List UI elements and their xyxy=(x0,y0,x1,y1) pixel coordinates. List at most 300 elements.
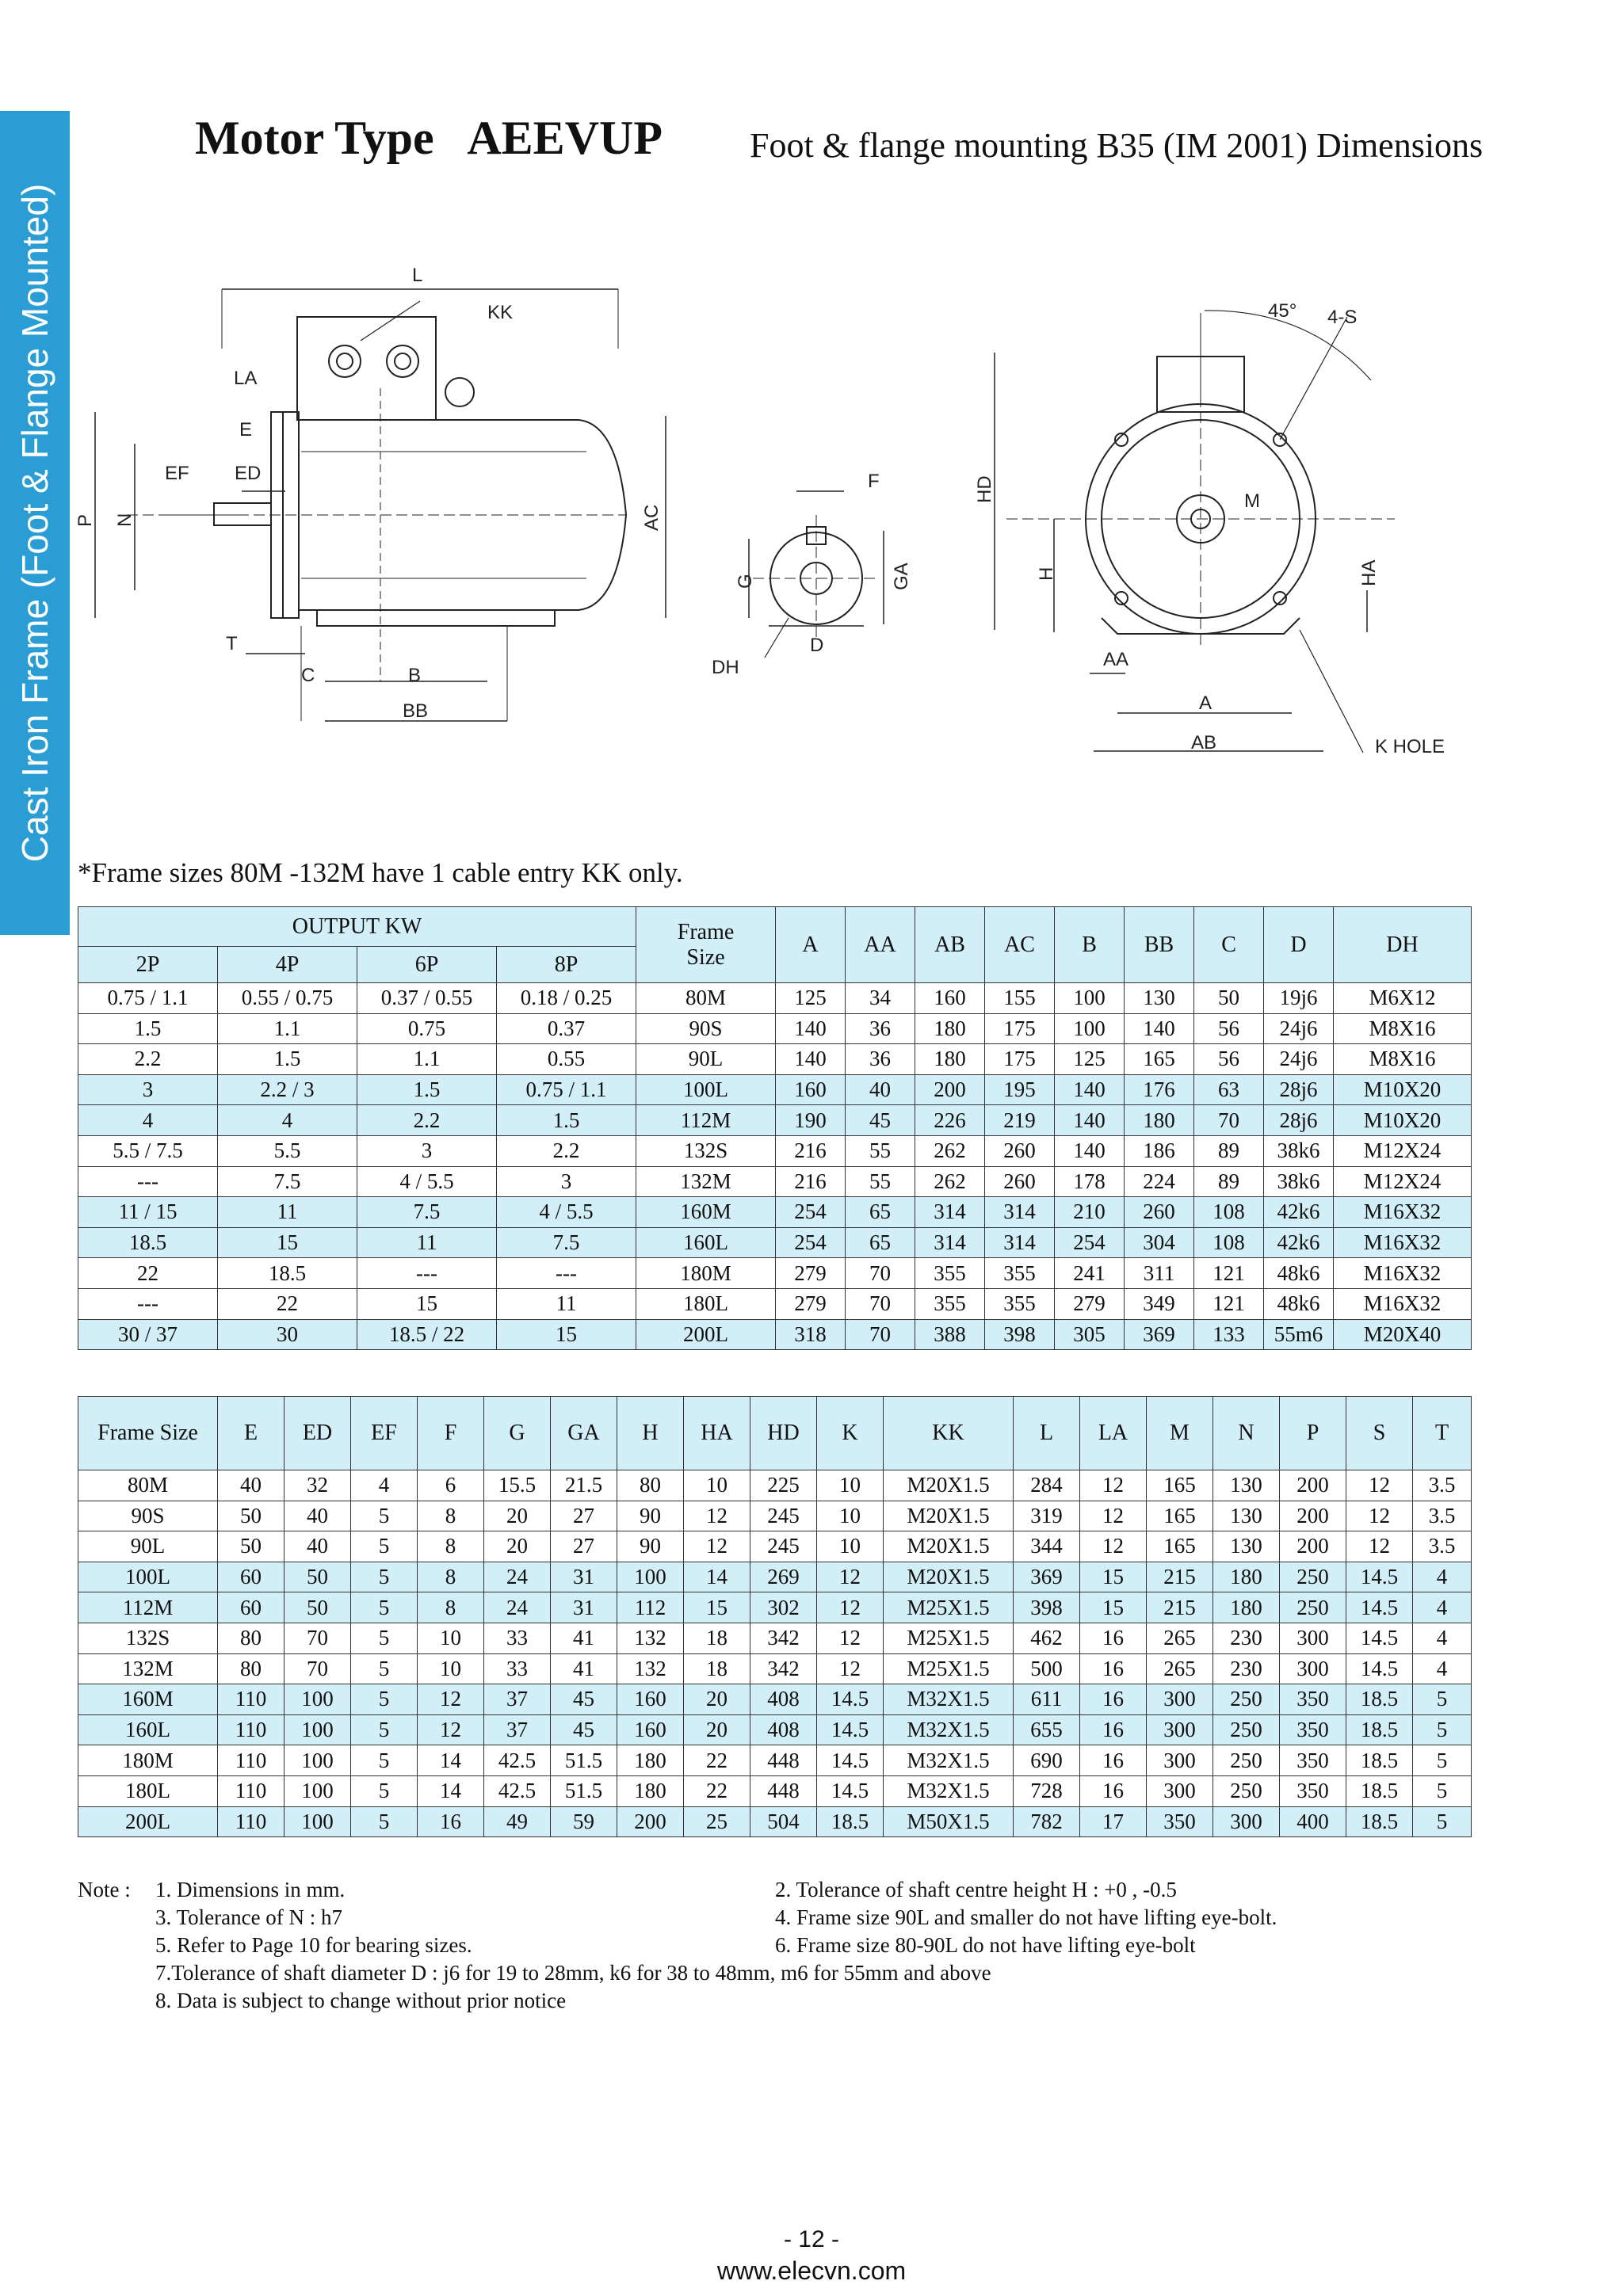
table-cell: 284 xyxy=(1014,1470,1080,1501)
column-header: DH xyxy=(1334,907,1472,983)
svg-text:T: T xyxy=(226,633,238,654)
table-cell: 12 xyxy=(817,1653,884,1684)
table-cell: 3 xyxy=(497,1166,636,1197)
table-row xyxy=(78,1227,1472,1258)
table-cell: 110 xyxy=(218,1745,285,1776)
table-cell: 175 xyxy=(985,1044,1055,1075)
table-cell: 31 xyxy=(551,1592,617,1623)
table-cell: 140 xyxy=(1055,1135,1125,1166)
table-cell: M20X40 xyxy=(1334,1319,1472,1350)
table-cell: 300 xyxy=(1280,1623,1346,1653)
table-cell: 18.5 xyxy=(1346,1684,1413,1715)
table-cell: 50 xyxy=(1194,983,1264,1014)
table-cell: 125 xyxy=(1055,1044,1125,1075)
table-cell: 300 xyxy=(1147,1714,1213,1745)
table-cell: 110 xyxy=(218,1714,285,1745)
table-cell: 408 xyxy=(750,1684,817,1715)
table-cell: 14.5 xyxy=(817,1684,884,1715)
table-cell: M32X1.5 xyxy=(884,1775,1014,1806)
table-cell: 311 xyxy=(1125,1258,1194,1289)
table-cell: 70 xyxy=(846,1288,915,1319)
svg-text:ED: ED xyxy=(235,463,262,484)
table-cell: 1.5 xyxy=(357,1074,497,1105)
svg-text:K HOLE: K HOLE xyxy=(1375,736,1445,757)
table-cell: 180 xyxy=(617,1745,684,1776)
table-cell: 0.75 / 1.1 xyxy=(497,1074,636,1105)
table-cell: 59 xyxy=(551,1806,617,1837)
table-cell: 215 xyxy=(1147,1592,1213,1623)
table-cell: 5.5 / 7.5 xyxy=(78,1135,218,1166)
table-cell: 611 xyxy=(1014,1684,1080,1715)
table-cell: 140 xyxy=(776,1013,846,1044)
table-cell: 140 xyxy=(776,1044,846,1075)
svg-text:HA: HA xyxy=(1358,559,1380,586)
table-cell: 10 xyxy=(418,1653,484,1684)
table-cell: 728 xyxy=(1014,1775,1080,1806)
table-row xyxy=(78,1166,1472,1197)
table-cell: 2.2 xyxy=(357,1105,497,1136)
svg-text:G: G xyxy=(735,574,756,589)
table-cell: 130 xyxy=(1213,1470,1280,1501)
front-view-drawing xyxy=(974,300,1445,757)
table-cell: 65 xyxy=(846,1227,915,1258)
table-cell: 160L xyxy=(636,1227,776,1258)
table-cell: 14.5 xyxy=(817,1745,884,1776)
table-cell: 5 xyxy=(1413,1684,1472,1715)
table-cell: 319 xyxy=(1014,1501,1080,1531)
column-header: T xyxy=(1413,1397,1472,1470)
table-cell: 14 xyxy=(684,1562,750,1592)
svg-text:45°: 45° xyxy=(1268,300,1297,322)
table-cell: 250 xyxy=(1213,1745,1280,1776)
svg-text:HD: HD xyxy=(974,475,995,503)
table-cell: 12 xyxy=(1080,1531,1147,1562)
table-cell: 342 xyxy=(750,1653,817,1684)
column-header: G xyxy=(484,1397,551,1470)
table-cell: 42k6 xyxy=(1264,1197,1334,1228)
column-header: Frame Size xyxy=(78,1397,218,1470)
table-cell: M10X20 xyxy=(1334,1074,1472,1105)
table-cell: 254 xyxy=(776,1227,846,1258)
table-cell: 0.37 / 0.55 xyxy=(357,983,497,1014)
table-cell: 165 xyxy=(1147,1470,1213,1501)
table-cell: 15 xyxy=(684,1592,750,1623)
table-cell: 18.5 xyxy=(817,1806,884,1837)
table-cell: 160 xyxy=(776,1074,846,1105)
table-cell: 200L xyxy=(78,1806,218,1837)
table-row xyxy=(78,1105,1472,1136)
table-cell: 18 xyxy=(684,1623,750,1653)
table-cell: 22 xyxy=(684,1775,750,1806)
page-subtitle: Foot & flange mounting B35 (IM 2001) Dimensions xyxy=(750,126,1484,165)
table-cell: 3.5 xyxy=(1413,1531,1472,1562)
table-cell: 408 xyxy=(750,1714,817,1745)
table-cell: 30 xyxy=(218,1319,357,1350)
table-cell: 180L xyxy=(78,1775,218,1806)
table-cell: 70 xyxy=(846,1258,915,1289)
column-header: HA xyxy=(684,1397,750,1470)
table-cell: 16 xyxy=(1080,1714,1147,1745)
table-cell: 112 xyxy=(617,1592,684,1623)
table-cell: 112M xyxy=(636,1105,776,1136)
table-cell: 140 xyxy=(1055,1074,1125,1105)
table-cell: M20X1.5 xyxy=(884,1562,1014,1592)
table-cell: 5 xyxy=(351,1684,418,1715)
table-cell: 33 xyxy=(484,1623,551,1653)
table-cell: 14.5 xyxy=(817,1714,884,1745)
table-cell: 2.2 xyxy=(78,1044,218,1075)
website-link[interactable]: www.elecvn.com xyxy=(716,2256,907,2285)
table-cell: 12 xyxy=(1346,1501,1413,1531)
page-title: Motor Type AEEVUP xyxy=(195,112,663,164)
table-cell: 14 xyxy=(418,1775,484,1806)
note: 3. Tolerance of N : h7 xyxy=(155,1905,343,1929)
table-cell: 89 xyxy=(1194,1135,1264,1166)
table-cell: 27 xyxy=(551,1531,617,1562)
table-cell: 12 xyxy=(1080,1470,1147,1501)
table-cell: 50 xyxy=(285,1592,351,1623)
table-cell: M25X1.5 xyxy=(884,1592,1014,1623)
column-header: H xyxy=(617,1397,684,1470)
table-cell: M20X1.5 xyxy=(884,1501,1014,1531)
table-cell: 350 xyxy=(1280,1745,1346,1776)
table-cell: 1.1 xyxy=(357,1044,497,1075)
table-cell: 90 xyxy=(617,1501,684,1531)
table-cell: 28j6 xyxy=(1264,1074,1334,1105)
table-cell: 160M xyxy=(636,1197,776,1228)
table-cell: 10 xyxy=(817,1470,884,1501)
table-cell: 250 xyxy=(1213,1684,1280,1715)
pole-header: 4P xyxy=(218,947,357,983)
table-cell: 70 xyxy=(285,1653,351,1684)
table-cell: 65 xyxy=(846,1197,915,1228)
table-cell: 55 xyxy=(846,1135,915,1166)
table-cell: 180 xyxy=(1213,1562,1280,1592)
table-cell: 5.5 xyxy=(218,1135,357,1166)
table-cell: 314 xyxy=(915,1197,985,1228)
column-header: M xyxy=(1147,1397,1213,1470)
table-cell: 80 xyxy=(218,1623,285,1653)
column-header: KK xyxy=(884,1397,1014,1470)
svg-text:DH: DH xyxy=(712,657,739,678)
table-cell: 20 xyxy=(684,1714,750,1745)
table-cell: 55 xyxy=(846,1166,915,1197)
column-header: BB xyxy=(1125,907,1194,983)
table-cell: 14.5 xyxy=(817,1775,884,1806)
table-row xyxy=(78,1562,1472,1592)
table-cell: 355 xyxy=(985,1258,1055,1289)
table-cell: 5 xyxy=(351,1745,418,1776)
table-cell: M12X24 xyxy=(1334,1166,1472,1197)
table-cell: 38k6 xyxy=(1264,1166,1334,1197)
table-cell: 388 xyxy=(915,1319,985,1350)
table-cell: 90S xyxy=(636,1013,776,1044)
table-cell: 302 xyxy=(750,1592,817,1623)
table-cell: 5 xyxy=(351,1714,418,1745)
column-header: AB xyxy=(915,907,985,983)
table-cell: 110 xyxy=(218,1806,285,1837)
table-cell: 16 xyxy=(1080,1775,1147,1806)
svg-text:AB: AB xyxy=(1191,732,1217,753)
table-cell: 782 xyxy=(1014,1806,1080,1837)
table-cell: 20 xyxy=(484,1501,551,1531)
table-cell: 18.5 xyxy=(1346,1775,1413,1806)
table-cell: 269 xyxy=(750,1562,817,1592)
table-cell: 5 xyxy=(351,1592,418,1623)
table-cell: 90L xyxy=(636,1044,776,1075)
svg-text:LA: LA xyxy=(234,368,258,389)
table-cell: M8X16 xyxy=(1334,1013,1472,1044)
table-cell: 15 xyxy=(497,1319,636,1350)
note: 7.Tolerance of shaft diameter D : j6 for 19 to 28mm, k6 for 38 to 48mm, m6 for 55mm and above xyxy=(155,1961,991,1985)
output-dimensions-table xyxy=(78,906,1472,1350)
table-cell: 350 xyxy=(1147,1806,1213,1837)
table-cell: 165 xyxy=(1125,1044,1194,1075)
table-cell: 245 xyxy=(750,1531,817,1562)
table-cell: 18.5 xyxy=(218,1258,357,1289)
table-row xyxy=(78,1044,1472,1075)
table-cell: 279 xyxy=(776,1258,846,1289)
table-cell: 89 xyxy=(1194,1166,1264,1197)
table-cell: 176 xyxy=(1125,1074,1194,1105)
table-cell: 11 xyxy=(218,1197,357,1228)
table-cell: 260 xyxy=(985,1135,1055,1166)
table-cell: 22 xyxy=(218,1288,357,1319)
table-cell: 12 xyxy=(418,1684,484,1715)
table-cell: 16 xyxy=(418,1806,484,1837)
table-row xyxy=(78,1258,1472,1289)
table-cell: 279 xyxy=(776,1288,846,1319)
table-cell: 400 xyxy=(1280,1806,1346,1837)
svg-text:E: E xyxy=(239,419,253,441)
table-cell: 50 xyxy=(218,1531,285,1562)
table-cell: 40 xyxy=(285,1531,351,1562)
column-header: B xyxy=(1055,907,1125,983)
table-cell: 448 xyxy=(750,1745,817,1776)
table-cell: 14.5 xyxy=(1346,1592,1413,1623)
svg-text:M: M xyxy=(1244,490,1260,512)
table-cell: 18.5 xyxy=(1346,1806,1413,1837)
table-cell: 369 xyxy=(1014,1562,1080,1592)
table-cell: 100 xyxy=(617,1562,684,1592)
svg-text:AA: AA xyxy=(1103,649,1129,670)
table-cell: 195 xyxy=(985,1074,1055,1105)
table-cell: 14.5 xyxy=(1346,1623,1413,1653)
shaft-section-drawing xyxy=(712,471,912,678)
table-cell: 4 xyxy=(218,1105,357,1136)
table-cell: M32X1.5 xyxy=(884,1684,1014,1715)
svg-text:A: A xyxy=(1199,692,1212,714)
svg-text:F: F xyxy=(868,471,880,492)
svg-text:KK: KK xyxy=(487,302,514,323)
table-cell: 17 xyxy=(1080,1806,1147,1837)
table-cell: 504 xyxy=(750,1806,817,1837)
table-cell: 8 xyxy=(418,1562,484,1592)
table-cell: 110 xyxy=(218,1684,285,1715)
table-cell: 215 xyxy=(1147,1562,1213,1592)
table-cell: 8 xyxy=(418,1592,484,1623)
table-cell: --- xyxy=(78,1288,218,1319)
table-cell: M25X1.5 xyxy=(884,1653,1014,1684)
table-cell: 24 xyxy=(484,1592,551,1623)
table-cell: 56 xyxy=(1194,1044,1264,1075)
table-cell: 90S xyxy=(78,1501,218,1531)
table-cell: 180 xyxy=(1213,1592,1280,1623)
table-cell: 18.5 xyxy=(78,1227,218,1258)
output-kw-header: OUTPUT KW xyxy=(78,907,636,947)
table-cell: M20X1.5 xyxy=(884,1470,1014,1501)
table-cell: 265 xyxy=(1147,1653,1213,1684)
table-cell: 15 xyxy=(218,1227,357,1258)
table-cell: 180 xyxy=(915,1044,985,1075)
table-row xyxy=(78,1319,1472,1350)
table-cell: 42.5 xyxy=(484,1775,551,1806)
table-row xyxy=(78,1592,1472,1623)
table-cell: 16 xyxy=(1080,1684,1147,1715)
table-cell: 10 xyxy=(418,1623,484,1653)
table-row xyxy=(78,1197,1472,1228)
table-cell: --- xyxy=(78,1166,218,1197)
table-cell: 265 xyxy=(1147,1623,1213,1653)
table-cell: 100 xyxy=(1055,983,1125,1014)
table-cell: 448 xyxy=(750,1775,817,1806)
table-cell: 132M xyxy=(636,1166,776,1197)
table-cell: 305 xyxy=(1055,1319,1125,1350)
table-cell: 70 xyxy=(846,1319,915,1350)
table-cell: 22 xyxy=(684,1745,750,1776)
table-cell: 130 xyxy=(1125,983,1194,1014)
table-cell: 49 xyxy=(484,1806,551,1837)
table-cell: 11 / 15 xyxy=(78,1197,218,1228)
table-cell: 300 xyxy=(1280,1653,1346,1684)
column-header: L xyxy=(1014,1397,1080,1470)
table-cell: 130 xyxy=(1213,1501,1280,1531)
table-cell: 8 xyxy=(418,1501,484,1531)
table-cell: 21.5 xyxy=(551,1470,617,1501)
table-cell: 190 xyxy=(776,1105,846,1136)
table-cell: 1.5 xyxy=(218,1044,357,1075)
table-cell: 63 xyxy=(1194,1074,1264,1105)
table-cell: 216 xyxy=(776,1166,846,1197)
table-cell: 121 xyxy=(1194,1258,1264,1289)
table-cell: 45 xyxy=(551,1684,617,1715)
cable-entry-footnote: *Frame sizes 80M -132M have 1 cable entry KK only. xyxy=(78,857,683,888)
pole-header: 6P xyxy=(357,947,497,983)
table-cell: 15 xyxy=(1080,1562,1147,1592)
table-cell: 262 xyxy=(915,1135,985,1166)
table-cell: M50X1.5 xyxy=(884,1806,1014,1837)
table-cell: 260 xyxy=(1125,1197,1194,1228)
table-cell: 50 xyxy=(218,1501,285,1531)
table-cell: 165 xyxy=(1147,1531,1213,1562)
table-cell: 51.5 xyxy=(551,1745,617,1776)
table-cell: 112M xyxy=(78,1592,218,1623)
table-cell: 18.5 xyxy=(1346,1714,1413,1745)
table-cell: 40 xyxy=(285,1501,351,1531)
svg-text:B: B xyxy=(408,665,422,686)
table-cell: 155 xyxy=(985,983,1055,1014)
table-cell: 165 xyxy=(1147,1501,1213,1531)
table-cell: 5 xyxy=(1413,1775,1472,1806)
table-cell: 45 xyxy=(551,1714,617,1745)
table-cell: 100 xyxy=(1055,1013,1125,1044)
table-cell: 40 xyxy=(846,1074,915,1105)
table-cell: 4 xyxy=(351,1470,418,1501)
table-cell: 100 xyxy=(285,1684,351,1715)
table-cell: 250 xyxy=(1280,1592,1346,1623)
table-cell: 398 xyxy=(1014,1592,1080,1623)
table-cell: 27 xyxy=(551,1501,617,1531)
table-cell: 4 xyxy=(1413,1623,1472,1653)
table-cell: 398 xyxy=(985,1319,1055,1350)
table-cell: 34 xyxy=(846,983,915,1014)
table-cell: 254 xyxy=(776,1197,846,1228)
table-cell: 5 xyxy=(1413,1714,1472,1745)
table-cell: 5 xyxy=(351,1653,418,1684)
table-cell: 110 xyxy=(218,1775,285,1806)
table-cell: 4 / 5.5 xyxy=(357,1166,497,1197)
table-cell: 7.5 xyxy=(357,1197,497,1228)
table-cell: 18.5 / 22 xyxy=(357,1319,497,1350)
column-header: A xyxy=(776,907,846,983)
table-cell: 350 xyxy=(1280,1714,1346,1745)
table-cell: 200 xyxy=(617,1806,684,1837)
table-cell: 4 xyxy=(1413,1592,1472,1623)
table-cell: 219 xyxy=(985,1105,1055,1136)
table-cell: 70 xyxy=(285,1623,351,1653)
table-cell: 140 xyxy=(1125,1013,1194,1044)
table-cell: 245 xyxy=(750,1501,817,1531)
table-cell: 210 xyxy=(1055,1197,1125,1228)
table-cell: 11 xyxy=(357,1227,497,1258)
table-cell: 160M xyxy=(78,1684,218,1715)
table-cell: 349 xyxy=(1125,1288,1194,1319)
table-row xyxy=(78,1653,1472,1684)
table-cell: 344 xyxy=(1014,1531,1080,1562)
table-cell: 15 xyxy=(1080,1592,1147,1623)
table-cell: 500 xyxy=(1014,1653,1080,1684)
table-cell: 24 xyxy=(484,1562,551,1592)
table-cell: 14.5 xyxy=(1346,1653,1413,1684)
table-cell: 7.5 xyxy=(218,1166,357,1197)
table-cell: 254 xyxy=(1055,1227,1125,1258)
table-cell: 24j6 xyxy=(1264,1044,1334,1075)
table-cell: 70 xyxy=(1194,1105,1264,1136)
table-cell: 132 xyxy=(617,1623,684,1653)
table-cell: 5 xyxy=(351,1562,418,1592)
table-cell: 160 xyxy=(915,983,985,1014)
svg-text:D: D xyxy=(810,635,824,656)
table-cell: 80 xyxy=(617,1470,684,1501)
table-cell: 90 xyxy=(617,1531,684,1562)
table-cell: 279 xyxy=(1055,1288,1125,1319)
table-row xyxy=(78,1135,1472,1166)
table-cell: 300 xyxy=(1213,1806,1280,1837)
table-cell: 19j6 xyxy=(1264,983,1334,1014)
table-cell: M16X32 xyxy=(1334,1258,1472,1289)
table-cell: 250 xyxy=(1213,1714,1280,1745)
table-cell: 3.5 xyxy=(1413,1501,1472,1531)
table-cell: 14 xyxy=(418,1745,484,1776)
table-cell: 178 xyxy=(1055,1166,1125,1197)
table-cell: 225 xyxy=(750,1470,817,1501)
table-cell: M10X20 xyxy=(1334,1105,1472,1136)
table-cell: 655 xyxy=(1014,1714,1080,1745)
table-cell: 180M xyxy=(636,1258,776,1289)
table-cell: 200 xyxy=(1280,1470,1346,1501)
table-cell: 250 xyxy=(1213,1775,1280,1806)
table-cell: 180 xyxy=(915,1013,985,1044)
